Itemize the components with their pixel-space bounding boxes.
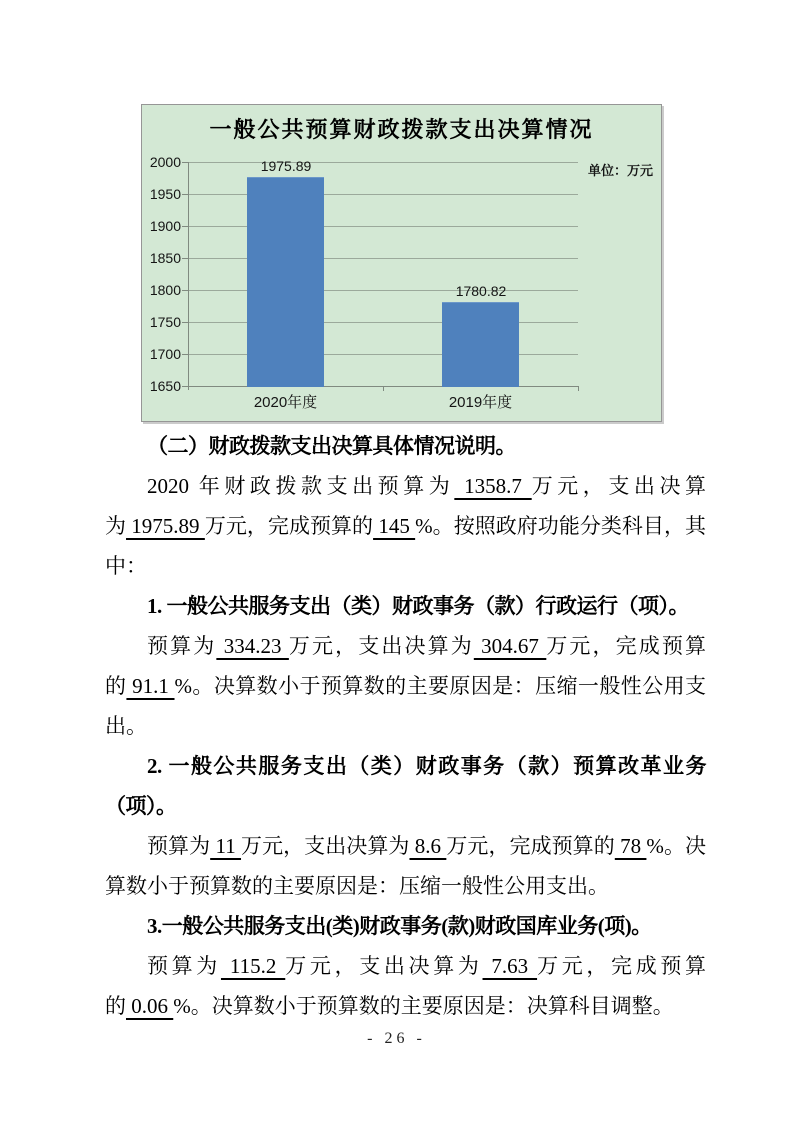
y-axis-tick-label: 2000 (149, 154, 181, 170)
text-run: 1. 一般公共服务支出（类）财政事务（款）行政运行（项）。 (147, 594, 689, 618)
underlined-value: 304.67 (473, 634, 547, 658)
underlined-value: 1975.89 (126, 514, 205, 538)
text-run: 预算为 (147, 954, 221, 978)
text-run: 2020 年财政拨款支出预算为 (147, 474, 455, 498)
underlined-value: 7.63 (482, 954, 538, 978)
text-run: %。按照政府功能分类科目，其中： (105, 514, 707, 578)
text-run: 预算为 (147, 834, 211, 858)
x-tick-mark (578, 386, 579, 391)
text-run: 万元，完成预算的 (105, 634, 707, 698)
body-paragraph (105, 466, 706, 586)
underlined-value: 78 (614, 834, 647, 858)
body-paragraph (105, 626, 706, 746)
bar-value-label: 1780.82 (455, 283, 507, 299)
text-run: 万元，完成预算的 (446, 834, 615, 858)
x-axis-category-label: 2019年度 (448, 394, 513, 411)
x-axis-category-label: 2020年度 (253, 394, 318, 411)
y-axis-line (188, 162, 189, 390)
y-axis-tick-label: 1850 (149, 250, 181, 266)
text-run: 万元，支出决算为 (288, 634, 474, 658)
underlined-value: 334.23 (216, 634, 289, 658)
footer-page-number: - 26 - (367, 1030, 426, 1047)
underlined-value: 8.6 (409, 834, 447, 858)
chart-unit-label: 单位：万元 (587, 163, 653, 178)
x-tick-mark (383, 386, 384, 391)
heading-paragraph (105, 906, 706, 946)
heading-paragraph (105, 586, 706, 626)
bar-value-label: 1975.89 (260, 158, 312, 174)
bar-chart (141, 104, 662, 422)
y-axis-tick-label: 1900 (149, 218, 181, 234)
document-body (105, 426, 706, 1026)
text-run: %。决算数小于预算数的主要原因是：压缩一般性公用支出。 (105, 834, 707, 898)
text-run: %。决算数小于预算数的主要原因是：决算科目调整。 (173, 994, 674, 1018)
text-run: 2. 一般公共服务支出（类）财政事务（款）预算改革业务（项）。 (105, 754, 706, 818)
text-run: （二）财政拨款支出决算具体情况说明。 (147, 434, 516, 458)
bar-2020年度 (247, 177, 324, 387)
chart-title: 一般公共预算财政拨款支出决算情况 (209, 117, 594, 142)
text-run: 万元，完成预算的 (105, 954, 707, 1018)
y-axis-tick-label: 1950 (149, 186, 181, 202)
underlined-value: 1358.7 (454, 474, 532, 498)
y-axis-tick-label: 1700 (149, 346, 181, 362)
text-run: 预算为 (147, 634, 217, 658)
underlined-value: 115.2 (220, 954, 286, 978)
bar-2019年度 (442, 302, 519, 387)
underlined-value: 91.1 (126, 674, 175, 698)
body-paragraph (105, 946, 706, 1026)
underlined-value: 11 (210, 834, 242, 858)
heading-paragraph (105, 746, 706, 826)
underlined-value: 145 (373, 514, 416, 538)
heading-paragraph (105, 426, 706, 466)
body-paragraph (105, 826, 706, 906)
y-axis-tick-label: 1750 (149, 314, 181, 330)
y-axis-tick-label: 1650 (149, 378, 181, 394)
text-run: %。决算数小于预算数的主要原因是：压缩一般性公用支出。 (105, 674, 707, 738)
text-run: 万元，完成预算的 (204, 514, 374, 538)
text-run: 万元，支出决算为 (285, 954, 483, 978)
text-run: 3.一般公共服务支出(类)财政事务(款)财政国库业务(项)。 (147, 914, 652, 938)
text-run: 万元，支出决算为 (241, 834, 410, 858)
text-run: 万元，支出决算为 (105, 474, 707, 538)
underlined-value: 0.06 (126, 994, 174, 1018)
y-axis-tick-label: 1800 (149, 282, 181, 298)
